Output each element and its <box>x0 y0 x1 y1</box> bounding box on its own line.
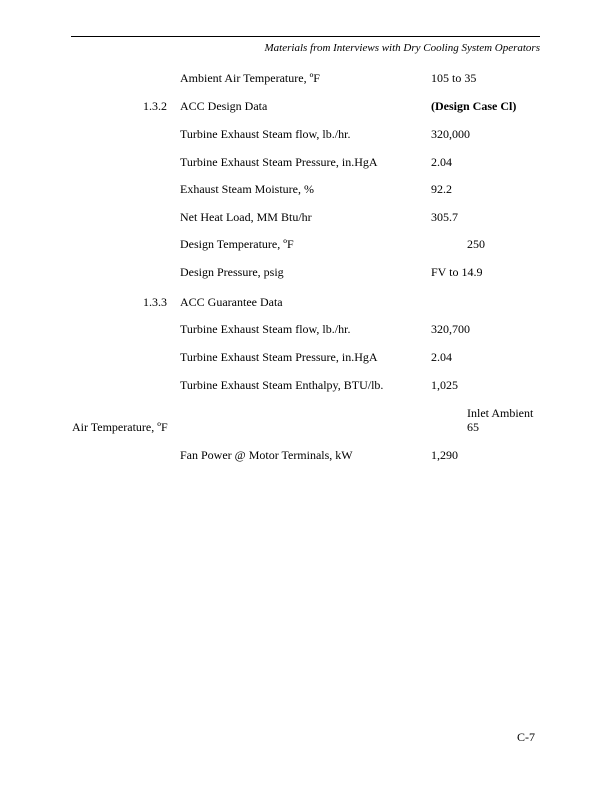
row-value: 1,025 <box>431 378 458 392</box>
section-row <box>0 295 612 311</box>
data-row <box>0 127 612 143</box>
section-value: (Design Case Cl) <box>431 99 517 113</box>
data-row <box>0 71 612 87</box>
row-value: 305.7 <box>431 210 458 224</box>
row-value: 65 <box>467 420 479 434</box>
row-label: Turbine Exhaust Steam Enthalpy, BTU/lb. <box>180 378 384 392</box>
row-label: Design Pressure, psig <box>180 265 284 279</box>
data-row <box>0 182 612 198</box>
row-label: Design Temperature, ºF <box>180 237 294 251</box>
row-value: 92.2 <box>431 182 452 196</box>
data-row <box>0 265 612 281</box>
row-label: Net Heat Load, MM Btu/hr <box>180 210 312 224</box>
data-row <box>0 237 612 253</box>
row-label: Turbine Exhaust Steam Pressure, in.HgA <box>180 155 378 169</box>
section-title: ACC Guarantee Data <box>180 295 283 309</box>
row-label: Fan Power @ Motor Terminals, kW <box>180 448 353 462</box>
data-row <box>0 155 612 171</box>
running-header: Materials from Interviews with Dry Cooling System Operators <box>264 42 540 54</box>
row-label: Turbine Exhaust Steam Pressure, in.HgA <box>180 350 378 364</box>
data-row <box>0 210 612 226</box>
section-number: 1.3.3 <box>143 295 167 309</box>
page-number: C-7 <box>517 730 535 744</box>
row-value: 2.04 <box>431 155 452 169</box>
row-value: 105 to 35 <box>431 71 477 85</box>
row-value: 320,700 <box>431 322 470 336</box>
row-value: 250 <box>467 237 485 251</box>
row-value: 320,000 <box>431 127 470 141</box>
row-label: Turbine Exhaust Steam flow, lb./hr. <box>180 322 351 336</box>
row-label: Turbine Exhaust Steam flow, lb./hr. <box>180 127 351 141</box>
row-value: 2.04 <box>431 350 452 364</box>
section-number: 1.3.2 <box>143 99 167 113</box>
row-label: Exhaust Steam Moisture, % <box>180 182 314 196</box>
data-row <box>0 350 612 366</box>
wrapped-row-line2 <box>0 420 612 436</box>
section-title: ACC Design Data <box>180 99 268 113</box>
row-label: Ambient Air Temperature, ºF <box>180 71 320 85</box>
data-row <box>0 322 612 338</box>
section-row <box>0 99 612 115</box>
header-rule <box>71 36 540 37</box>
data-row <box>0 378 612 394</box>
row-value: FV to 14.9 <box>431 265 483 279</box>
row-value-wrapped: Inlet Ambient <box>467 406 534 420</box>
row-label-wrapped: Air Temperature, ºF <box>72 420 168 434</box>
row-value: 1,290 <box>431 448 458 462</box>
data-row <box>0 448 612 464</box>
